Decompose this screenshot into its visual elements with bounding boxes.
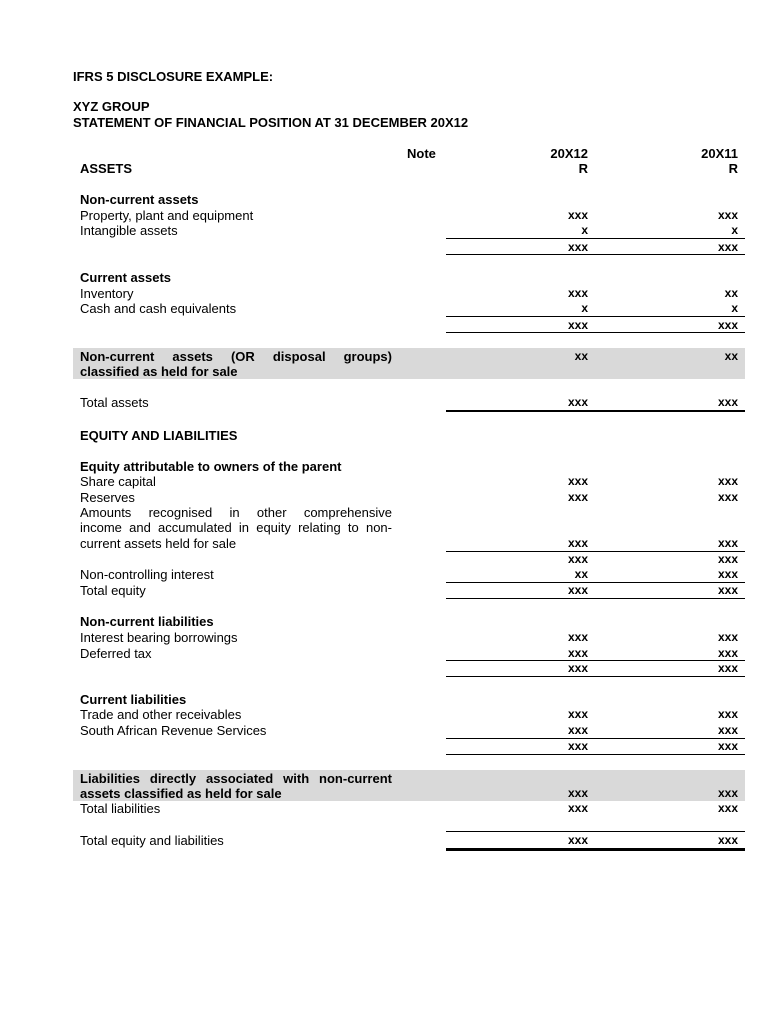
- share-capital-20x12: xxx: [567, 474, 588, 488]
- equity-subtotal-20x11: xxx: [717, 552, 738, 566]
- company-name: XYZ GROUP: [73, 99, 150, 114]
- noncurrent-assets-total-20x11: xxx: [717, 240, 738, 254]
- liabilities-held-for-sale-line2: assets classified as held for sale: [80, 786, 282, 801]
- equity-subtotal-20x12: xxx: [567, 552, 588, 566]
- deferred-tax-20x11: xxx: [717, 646, 738, 660]
- amounts-line1: Amounts recognised in other comprehensive: [80, 505, 392, 520]
- divider: [446, 316, 745, 317]
- liabilities-held-for-sale-20x12: xxx: [567, 786, 588, 800]
- deferred-tax-20x12: xxx: [567, 646, 588, 660]
- divider: [446, 738, 745, 739]
- reserves-20x11: xxx: [717, 490, 738, 504]
- divider: [446, 582, 745, 583]
- inventory-value-20x11: xx: [724, 286, 738, 300]
- deferred-tax-label: Deferred tax: [80, 646, 152, 661]
- intangible-value-20x12: x: [581, 223, 588, 237]
- total-liabilities-20x12: xxx: [567, 801, 588, 815]
- total-equity-liabilities-20x12: xxx: [567, 833, 588, 847]
- divider: [446, 754, 745, 755]
- reserves-20x12: xxx: [567, 490, 588, 504]
- share-capital-20x11: xxx: [717, 474, 738, 488]
- held-for-sale-value-20x11: xx: [724, 349, 738, 363]
- year2-column-header: 20X11: [701, 146, 738, 161]
- sars-20x11: xxx: [717, 723, 738, 737]
- year2-currency: R: [728, 161, 738, 176]
- total-liabilities-20x11: xxx: [717, 801, 738, 815]
- total-liabilities-label: Total liabilities: [80, 801, 161, 816]
- sars-label: South African Revenue Services: [80, 723, 267, 738]
- ppe-value-20x11: xxx: [717, 208, 738, 222]
- noncurrent-liabilities-total-20x12: xxx: [567, 661, 588, 675]
- cash-value-20x12: x: [581, 301, 588, 315]
- noncurrent-assets-heading: Non-current assets: [80, 192, 199, 207]
- held-for-sale-value-20x12: xx: [574, 349, 588, 363]
- current-liabilities-total-20x11: xxx: [717, 739, 738, 753]
- trade-receivables-20x12: xxx: [567, 707, 588, 721]
- nci-20x11: xxx: [717, 567, 738, 581]
- liabilities-held-for-sale-20x11: xxx: [717, 786, 738, 800]
- note-column-header: Note: [407, 146, 436, 161]
- double-underline: [446, 410, 745, 412]
- divider: [446, 676, 745, 677]
- total-assets-20x12: xxx: [567, 395, 588, 409]
- reserves-label: Reserves: [80, 490, 135, 505]
- inventory-value-20x12: xxx: [567, 286, 588, 300]
- amounts-20x11: xxx: [717, 536, 738, 550]
- held-for-sale-line1: Non-current assets (OR disposal groups): [80, 349, 392, 364]
- noncurrent-liabilities-total-20x11: xxx: [717, 661, 738, 675]
- current-liabilities-total-20x12: xxx: [567, 739, 588, 753]
- equity-heading: Equity attributable to owners of the parent: [80, 459, 342, 474]
- divider: [446, 254, 745, 255]
- intangible-label: Intangible assets: [80, 223, 178, 238]
- divider: [446, 551, 745, 552]
- borrowings-20x12: xxx: [567, 630, 588, 644]
- year1-currency: R: [578, 161, 588, 176]
- borrowings-20x11: xxx: [717, 630, 738, 644]
- share-capital-label: Share capital: [80, 474, 156, 489]
- inventory-label: Inventory: [80, 286, 134, 301]
- noncurrent-liabilities-heading: Non-current liabilities: [80, 614, 214, 629]
- sars-20x12: xxx: [567, 723, 588, 737]
- cash-value-20x11: x: [731, 301, 738, 315]
- double-underline: [446, 848, 745, 851]
- liabilities-held-for-sale-line1: Liabilities directly associated with non-current: [80, 771, 392, 786]
- total-equity-liabilities-label: Total equity and liabilities: [80, 833, 224, 848]
- current-assets-total-20x12: xxx: [567, 318, 588, 332]
- document-title: IFRS 5 DISCLOSURE EXAMPLE:: [73, 69, 274, 84]
- borrowings-label: Interest bearing borrowings: [80, 630, 238, 645]
- total-equity-20x11: xxx: [717, 583, 738, 597]
- held-for-sale-line2: classified as held for sale: [80, 364, 238, 379]
- divider: [446, 332, 745, 333]
- statement-title: STATEMENT OF FINANCIAL POSITION AT 31 DECEMBER 20X12: [73, 115, 469, 130]
- ppe-value-20x12: xxx: [567, 208, 588, 222]
- divider: [446, 660, 745, 661]
- nci-20x12: xx: [574, 567, 588, 581]
- equity-liabilities-heading: EQUITY AND LIABILITIES: [80, 428, 238, 443]
- divider: [446, 598, 745, 599]
- intangible-value-20x11: x: [731, 223, 738, 237]
- assets-heading: ASSETS: [80, 161, 133, 176]
- ppe-label: Property, plant and equipment: [80, 208, 254, 223]
- total-equity-20x12: xxx: [567, 583, 588, 597]
- noncurrent-assets-total-20x12: xxx: [567, 240, 588, 254]
- amounts-20x12: xxx: [567, 536, 588, 550]
- divider: [446, 238, 745, 239]
- cash-label: Cash and cash equivalents: [80, 301, 237, 316]
- amounts-line2: income and accumulated in equity relating to non-: [80, 520, 392, 535]
- year1-column-header: 20X12: [550, 146, 588, 161]
- amounts-line3: current assets held for sale: [80, 536, 237, 551]
- trade-receivables-20x11: xxx: [717, 707, 738, 721]
- total-assets-20x11: xxx: [717, 395, 738, 409]
- divider: [446, 831, 745, 832]
- total-equity-liabilities-20x11: xxx: [717, 833, 738, 847]
- trade-receivables-label: Trade and other receivables: [80, 707, 242, 722]
- current-assets-total-20x11: xxx: [717, 318, 738, 332]
- total-assets-label: Total assets: [80, 395, 149, 410]
- current-liabilities-heading: Current liabilities: [80, 692, 187, 707]
- nci-label: Non-controlling interest: [80, 567, 214, 582]
- total-equity-label: Total equity: [80, 583, 146, 598]
- current-assets-heading: Current assets: [80, 270, 172, 285]
